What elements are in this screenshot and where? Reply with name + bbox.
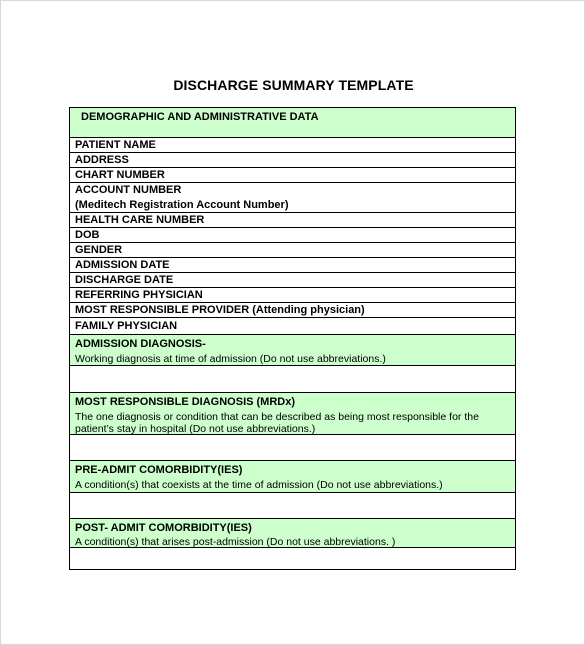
field-row-dob[interactable] [70,228,515,243]
field-note: (Meditech Registration Account Number) [75,199,289,211]
field-label: MOST RESPONSIBLE PROVIDER (Attending physician) [75,304,365,316]
field-row-admission-date[interactable] [70,258,515,273]
section-label: POST- ADMIT COMORBIDITY(IES) [75,522,252,534]
input-mrdx[interactable] [70,435,515,461]
field-label: DOB [75,229,100,241]
field-label: GENDER [75,244,123,256]
field-row-address[interactable] [70,153,515,168]
section-note: The one diagnosis or condition that can be described as being most responsible for the patient’s stay in hospital (Do not use abbreviations.) [75,411,479,435]
field-row-referring-physician[interactable] [70,288,515,303]
field-row-account-number[interactable] [70,183,515,213]
field-label: ADDRESS [75,154,129,166]
field-label: CHART NUMBER [75,169,165,181]
section-note: A condition(s) that coexists at the time of admission (Do not use abbreviations.) [75,479,443,491]
field-row-family-physician[interactable] [70,318,515,335]
input-post-admit-comorbidity[interactable] [70,548,515,569]
section-note: A condition(s) that arises post-admission (Do not use abbreviations. ) [75,536,396,548]
field-row-chart-number[interactable] [70,168,515,183]
section-header-demographic [70,108,515,138]
discharge-form [69,107,516,570]
section-post-admit-comorbidity [70,519,515,548]
input-admission-diagnosis[interactable] [70,366,515,393]
section-label: PRE-ADMIT COMORBIDITY(IES) [75,464,243,476]
field-row-gender[interactable] [70,243,515,258]
field-label: ACCOUNT NUMBER [75,184,182,196]
field-row-health-care-number[interactable] [70,213,515,228]
field-label: DISCHARGE DATE [75,274,174,286]
section-label: ADMISSION DIAGNOSIS- [75,338,206,350]
field-row-most-responsible-provider[interactable] [70,303,515,318]
field-label: HEALTH CARE NUMBER [75,214,205,226]
field-row-patient-name[interactable] [70,138,515,153]
section-header-label: DEMOGRAPHIC AND ADMINISTRATIVE DATA [81,111,319,123]
field-row-discharge-date[interactable] [70,273,515,288]
section-mrdx [70,393,515,435]
field-label: FAMILY PHYSICIAN [75,320,178,332]
section-admission-diagnosis [70,335,515,366]
input-pre-admit-comorbidity[interactable] [70,493,515,519]
field-label: REFERRING PHYSICIAN [75,289,203,301]
section-label: MOST RESPONSIBLE DIAGNOSIS (MRDx) [75,396,296,408]
section-note: Working diagnosis at time of admission (Do not use abbreviations.) [75,353,386,365]
document-title: DISCHARGE SUMMARY TEMPLATE [173,77,414,93]
section-pre-admit-comorbidity [70,461,515,493]
field-label: PATIENT NAME [75,139,156,151]
field-label: ADMISSION DATE [75,259,170,271]
